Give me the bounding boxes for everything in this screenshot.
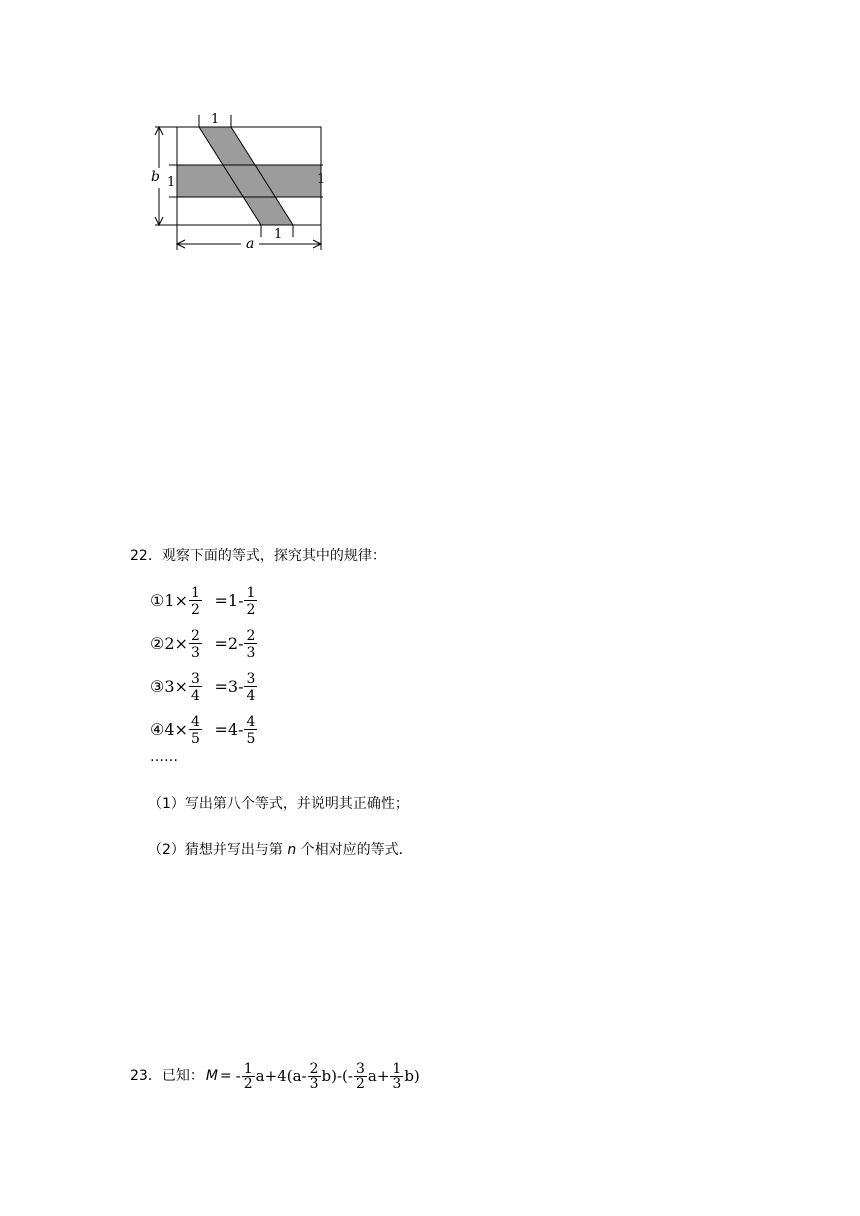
circled-number: ③ — [150, 676, 165, 696]
times-sign: × — [174, 719, 188, 739]
equals-sign: = — [214, 633, 228, 653]
q22-stem — [130, 546, 386, 566]
q22-equation-list — [150, 580, 270, 765]
q22-part2 — [148, 840, 413, 860]
times-sign: × — [174, 633, 188, 653]
q22-number: 22． — [130, 548, 162, 564]
label-right-width: 1 — [317, 172, 326, 187]
equation-k: 1 — [227, 590, 239, 610]
strip-diagram — [145, 110, 335, 255]
minus-sign: - — [238, 719, 244, 739]
ellipsis: …… — [150, 749, 178, 765]
equation-k: 2 — [227, 633, 239, 653]
circled-number: ④ — [150, 719, 165, 739]
equation-k: 4 — [227, 719, 239, 739]
q23-stem: 已知： — [161, 1068, 204, 1084]
strip-figure — [145, 110, 335, 255]
label-bottom-width: 1 — [274, 227, 283, 242]
q22-part2-text-end: 个相对应的等式． — [296, 842, 413, 858]
variable-n: n — [287, 842, 297, 858]
equals-sign: = — [219, 1068, 232, 1084]
circled-number: ② — [150, 633, 165, 653]
equation-k: 3 — [227, 676, 239, 696]
fraction: $\frac{2}{3}$ — [246, 627, 256, 661]
variable-m: M — [205, 1068, 218, 1084]
fraction: $\frac{4}{5}$ — [246, 713, 256, 747]
fraction: $\frac{3}{2}$ — [355, 1060, 365, 1092]
q23-line — [130, 1060, 420, 1092]
label-top-width: 1 — [211, 112, 220, 127]
equation-4 — [150, 709, 270, 749]
label-b: b — [151, 169, 160, 185]
fraction: $\frac{1}{2}$ — [243, 1060, 253, 1092]
fraction: $\frac{1}{2}$ — [246, 584, 256, 618]
fraction: $\frac{2}{3}$ — [309, 1060, 319, 1092]
equation-k: 2 — [164, 633, 175, 653]
fraction: $\frac{1}{2}$ — [190, 584, 200, 618]
fraction: $\frac{4}{5}$ — [190, 713, 200, 747]
minus-sign: - — [238, 633, 244, 653]
fraction: $\frac{3}{4}$ — [190, 670, 200, 704]
equals-sign: = — [214, 590, 228, 610]
minus-sign: - — [238, 676, 244, 696]
fraction: $\frac{2}{3}$ — [190, 627, 200, 661]
fraction: $\frac{3}{4}$ — [246, 670, 256, 704]
minus-sign: - — [238, 590, 244, 610]
q22-part2-text: （2）猜想并写出与第 — [148, 842, 288, 858]
equals-sign: = — [214, 676, 228, 696]
label-left-width: 1 — [167, 175, 176, 190]
equation-k: 3 — [164, 676, 175, 696]
equals-sign: = — [214, 719, 228, 739]
expression-m: - $\frac{1}{2}$ a+4(a- $\frac{2}{3}$ b)-(- $\frac{3}{2}$ a+ $\frac{1}{3}$ b) — [235, 1060, 420, 1092]
q22-stem-text: 观察下面的等式，探究其中的规律： — [161, 548, 386, 564]
label-a: a — [246, 236, 255, 252]
equation-2 — [150, 623, 270, 663]
equation-1 — [150, 580, 270, 620]
equation-3 — [150, 666, 270, 706]
equation-k: 1 — [164, 590, 175, 610]
circled-number: ① — [150, 590, 165, 610]
equation-k: 4 — [164, 719, 175, 739]
times-sign: × — [174, 676, 188, 696]
q23-number: 23． — [130, 1068, 162, 1084]
times-sign: × — [174, 590, 188, 610]
q22-part1: （1）写出第八个等式，并说明其正确性； — [148, 796, 409, 812]
fraction: $\frac{1}{3}$ — [392, 1060, 402, 1092]
